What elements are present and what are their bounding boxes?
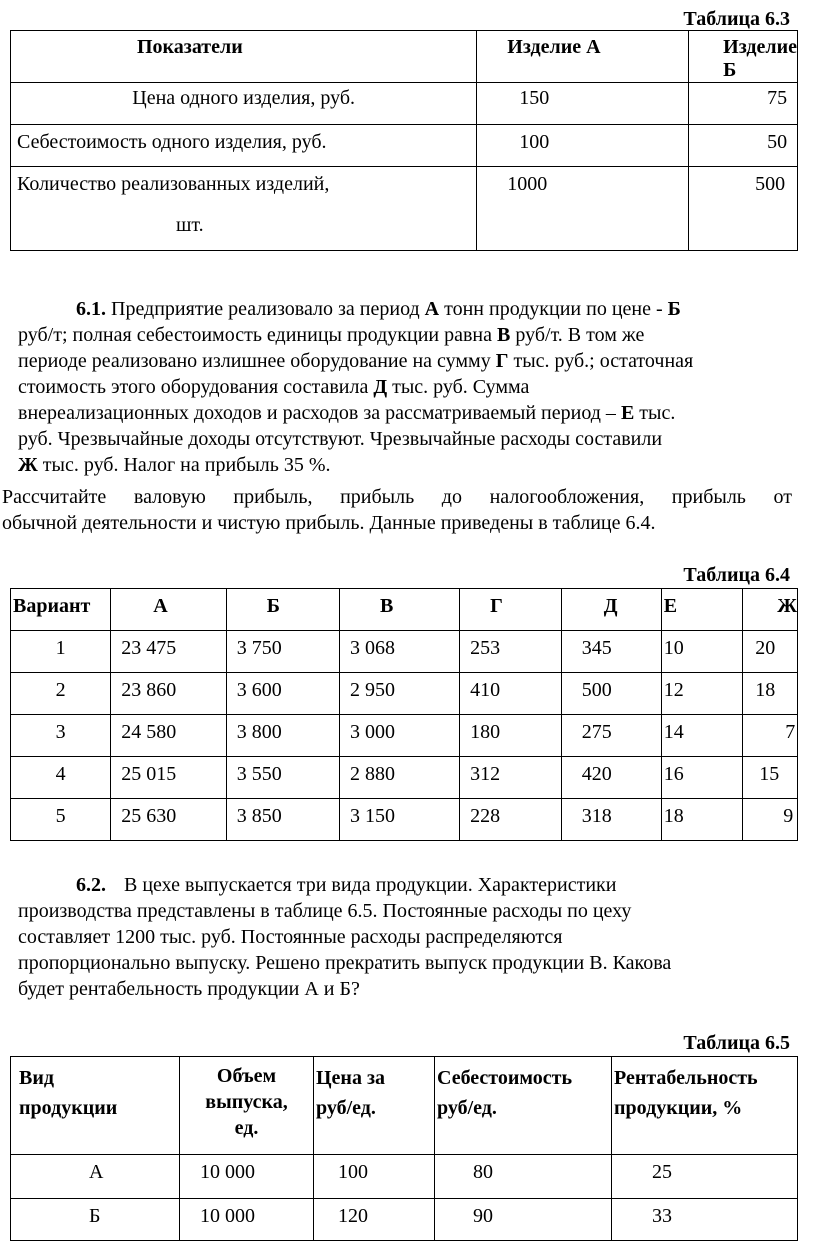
cell: 180 — [460, 715, 562, 757]
table-row — [11, 631, 798, 673]
cell: 3 750 — [226, 631, 339, 673]
cell: 318 — [561, 799, 661, 841]
cell — [11, 167, 477, 251]
header-line: продукции — [19, 1097, 118, 1119]
header-line: продукции, % — [614, 1097, 743, 1119]
table-row — [11, 31, 798, 83]
cell: 228 — [460, 799, 562, 841]
header-price — [314, 1057, 435, 1155]
header-line: ед. — [234, 1117, 259, 1139]
cell: 80 — [435, 1155, 612, 1199]
cell: 12 — [661, 673, 742, 715]
var-d: Д — [373, 376, 388, 398]
cell: 100 — [477, 125, 689, 167]
cell: 75 — [689, 83, 798, 125]
text: пропорционально выпуску. Решено прекратить выпуск продукции В. Какова — [18, 952, 672, 974]
text: стоимость этого оборудования составила — [18, 376, 374, 398]
header-profitability — [612, 1057, 798, 1155]
header-line: руб/ед. — [316, 1097, 376, 1119]
cell: 5 — [11, 799, 111, 841]
table-6-3 — [10, 30, 798, 251]
var-e: Е — [620, 402, 635, 424]
cell: 3 000 — [339, 715, 459, 757]
cell: 500 — [561, 673, 661, 715]
table-6-5-caption: Таблица 6.5 — [683, 1032, 790, 1054]
text: тыс. руб. Налог на прибыль 35 %. — [37, 454, 331, 476]
cell: 9 — [743, 799, 798, 841]
cell: 10 000 — [180, 1199, 314, 1241]
cell: 50 — [689, 125, 798, 167]
var-a: А — [424, 298, 440, 320]
cell: 345 — [561, 631, 661, 673]
table-row — [11, 1155, 798, 1199]
var-b: Б — [667, 298, 681, 320]
header-line: Объем — [216, 1065, 277, 1087]
cell: 3 550 — [226, 757, 339, 799]
text: руб/т; полная себестоимость единицы продукции равна — [18, 324, 498, 346]
table-row — [11, 1057, 798, 1155]
table-6-5 — [10, 1056, 798, 1241]
table-row — [11, 799, 798, 841]
text: тыс. руб.; остаточная — [508, 350, 694, 372]
header-zh: Ж — [743, 589, 798, 631]
cell: 25 630 — [111, 799, 227, 841]
cell: 3 850 — [226, 799, 339, 841]
cell: 90 — [435, 1199, 612, 1241]
text: Предприятие реализовало за период — [106, 298, 425, 320]
header-product-b: Изделие Б — [689, 31, 798, 83]
header-product-a: Изделие А — [477, 31, 689, 83]
cell: 3 600 — [226, 673, 339, 715]
table-row — [11, 589, 798, 631]
cell: 312 — [460, 757, 562, 799]
task-number: 6.2. — [76, 874, 106, 896]
text: составляет 1200 тыс. руб. Постоянные расходы распределяются — [18, 926, 563, 948]
table-row — [11, 1199, 798, 1241]
cell: 3 800 — [226, 715, 339, 757]
table-row — [11, 673, 798, 715]
header-line: Вид — [19, 1067, 54, 1089]
cell-line-2: шт. — [176, 214, 204, 236]
var-g: Г — [495, 350, 509, 372]
task-6-1 — [18, 296, 808, 478]
task-6-1-line-13: Рассчитайте валовую прибыль, прибыль до налогообложения, прибыль от — [2, 486, 792, 508]
text: В цехе выпускается три вида продукции. Характеристики — [124, 874, 617, 896]
cell: 420 — [561, 757, 661, 799]
cell: Себестоимость одного изделия, руб. — [11, 125, 477, 167]
header-output-volume — [180, 1057, 314, 1155]
header-variant: Вариант — [11, 589, 111, 631]
task-number: 6.1. — [76, 298, 106, 320]
cell: 10 000 — [180, 1155, 314, 1199]
cell: 500 — [689, 167, 798, 251]
header-a: А — [111, 589, 227, 631]
cell: 15 — [743, 757, 798, 799]
cell: Б — [11, 1199, 180, 1241]
cell: 23 860 — [111, 673, 227, 715]
header-e: Е — [661, 589, 742, 631]
text: тыс. руб. Сумма — [387, 376, 530, 398]
header-line: Рентабельность — [614, 1067, 758, 1089]
cell: 4 — [11, 757, 111, 799]
cell: 24 580 — [111, 715, 227, 757]
var-v: В — [497, 324, 511, 346]
header-cost — [435, 1057, 612, 1155]
text: тонн продукции по цене - — [439, 298, 668, 320]
table-6-3-caption: Таблица 6.3 — [683, 8, 790, 30]
cell: 275 — [561, 715, 661, 757]
header-product-type — [11, 1057, 180, 1155]
text: внереализационных доходов и расходов за рассматриваемый период – — [18, 402, 621, 424]
cell: 410 — [460, 673, 562, 715]
table-row — [11, 167, 798, 251]
cell: 2 — [11, 673, 111, 715]
table-6-4-caption: Таблица 6.4 — [683, 564, 790, 586]
header-line: выпуска, — [205, 1091, 288, 1113]
cell: 3 068 — [339, 631, 459, 673]
cell: 33 — [612, 1199, 798, 1241]
table-row — [11, 757, 798, 799]
task-6-1-line-14: обычной деятельности и чистую прибыль. Данные приведены в таблице 6.4. — [2, 512, 656, 534]
text: руб/т. В том же — [510, 324, 645, 346]
cell: 2 950 — [339, 673, 459, 715]
table-6-4 — [10, 588, 798, 841]
cell: 120 — [314, 1199, 435, 1241]
cell: 7 — [743, 715, 798, 757]
text: руб. Чрезвычайные доходы отсутствуют. Чрезвычайные расходы составили — [18, 428, 663, 450]
header-line: Цена за — [316, 1067, 385, 1089]
cell: 20 — [743, 631, 798, 673]
cell: 1 — [11, 631, 111, 673]
table-row — [11, 125, 798, 167]
text: периоде реализовано излишнее оборудование на сумму — [18, 350, 496, 372]
header-d: Д — [561, 589, 661, 631]
var-zh: Ж — [18, 454, 38, 476]
header-v: В — [339, 589, 459, 631]
header-b: Б — [226, 589, 339, 631]
table-row — [11, 715, 798, 757]
cell-line-1: Количество реализованных изделий, — [17, 173, 330, 195]
text: тыс. — [634, 402, 676, 424]
cell: 2 880 — [339, 757, 459, 799]
cell: 14 — [661, 715, 742, 757]
cell: Цена одного изделия, руб. — [11, 83, 477, 125]
cell: 10 — [661, 631, 742, 673]
cell: А — [11, 1155, 180, 1199]
text: будет рентабельность продукции А и Б? — [18, 978, 360, 1000]
cell: 25 — [612, 1155, 798, 1199]
cell: 253 — [460, 631, 562, 673]
task-6-2 — [18, 872, 808, 1002]
cell: 150 — [477, 83, 689, 125]
cell: 18 — [661, 799, 742, 841]
cell: 23 475 — [111, 631, 227, 673]
header-line: Себестоимость — [437, 1067, 573, 1089]
cell: 1000 — [477, 167, 689, 251]
cell: 18 — [743, 673, 798, 715]
cell: 16 — [661, 757, 742, 799]
cell: 3 150 — [339, 799, 459, 841]
cell: 25 015 — [111, 757, 227, 799]
header-line: руб/ед. — [437, 1097, 497, 1119]
text: производства представлены в таблице 6.5. Постоянные расходы по цеху — [18, 900, 632, 922]
table-row — [11, 83, 798, 125]
header-indicators: Показатели — [11, 31, 477, 83]
header-g: Г — [460, 589, 562, 631]
cell: 100 — [314, 1155, 435, 1199]
cell: 3 — [11, 715, 111, 757]
